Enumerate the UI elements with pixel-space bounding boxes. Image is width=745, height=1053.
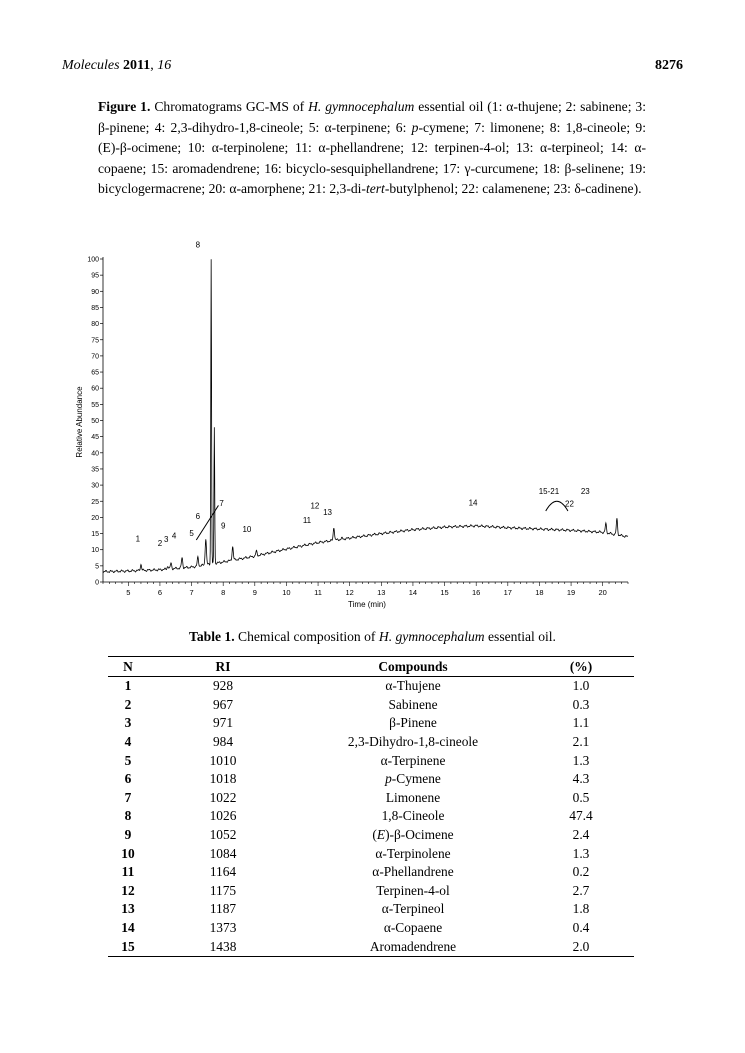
table-row (108, 937, 634, 956)
peak-label: 9 (220, 521, 226, 531)
compound-text: Limonene (385, 789, 441, 805)
column-header-compounds: Compounds (298, 657, 528, 677)
compound-italic-part: p (385, 771, 392, 787)
retention-index: 1026 (209, 808, 237, 824)
compound-text: β-Pinene (389, 715, 437, 731)
x-tick-label: 8 (221, 588, 226, 597)
retention-index: 971 (212, 715, 234, 731)
compound-name (298, 826, 528, 845)
y-tick-label: 15 (91, 531, 99, 539)
row-number: 15 (108, 937, 148, 956)
table-header-row (108, 657, 634, 677)
x-tick-label: 18 (535, 588, 544, 597)
retention-index: 1187 (209, 901, 237, 917)
x-tick-label: 19 (566, 588, 576, 597)
table-label: Table 1. (189, 629, 235, 644)
percentage: 0.2 (572, 864, 590, 880)
row-number: 3 (124, 715, 132, 731)
table-title-species: H. gymnocephalum (378, 629, 485, 644)
y-tick-label: 85 (91, 304, 99, 312)
retention-index: 1164 (209, 864, 237, 880)
compound-text: α-Terpinene (380, 752, 446, 768)
retention-index: 1022 (209, 789, 237, 805)
table-row (108, 677, 634, 696)
row-number: 12 (121, 882, 135, 898)
peak-label: 6 (195, 512, 201, 522)
peak-label: 3 (164, 534, 169, 544)
peak-label: 2 (157, 538, 163, 548)
retention-index: 1438 (148, 937, 298, 956)
compound-prefix: ( (372, 827, 377, 843)
row-number: 14 (121, 920, 135, 936)
y-tick-label: 40 (91, 450, 99, 458)
retention-index: 967 (212, 696, 234, 712)
table-row (108, 714, 634, 733)
retention-index: 1084 (209, 845, 237, 861)
percentage: 1.0 (572, 678, 590, 694)
x-tick-label: 5 (126, 588, 131, 597)
percentage: 2.4 (572, 827, 590, 843)
y-tick-label: 45 (91, 434, 99, 442)
y-tick-label: 60 (91, 385, 99, 393)
peak-label: 8 (195, 240, 201, 250)
percentage: 1.1 (572, 715, 590, 731)
percentage: 47.4 (569, 808, 593, 824)
percentage: 0.5 (572, 789, 590, 805)
column-header-n: N (108, 657, 148, 677)
figure-label: Figure 1. (98, 99, 151, 114)
table-row (108, 863, 634, 882)
x-tick-label: 20 (598, 588, 607, 597)
y-tick-label: 20 (91, 514, 99, 522)
table-row (108, 919, 634, 938)
compound-name (298, 900, 528, 919)
caption-species: H. gymnocephalum (308, 99, 415, 114)
compound-name (298, 770, 528, 789)
y-tick-label: 25 (91, 498, 99, 506)
x-tick-label: 12 (345, 588, 354, 597)
percentage: 1.3 (572, 752, 590, 768)
page-number: 8276 (655, 58, 683, 73)
peak-label: 1 (135, 534, 141, 544)
retention-index: 984 (212, 734, 234, 750)
compound-text: Terpinen-4-ol (376, 882, 450, 898)
x-tick-label: 13 (377, 588, 386, 597)
table-row (108, 844, 634, 863)
compound-name (298, 733, 528, 752)
y-tick-label: 5 (95, 563, 99, 571)
compound-name (298, 919, 528, 938)
chromatogram-chart (0, 240, 745, 615)
row-number: 11 (121, 864, 135, 880)
compound-name (298, 937, 528, 956)
table-row (108, 751, 634, 770)
y-tick-label: 50 (91, 418, 99, 425)
compound-name (298, 751, 528, 770)
compound-text: α-Thujene (385, 678, 441, 694)
percentage: 2.0 (528, 937, 634, 956)
row-number: 9 (124, 827, 132, 843)
chromatogram-trace (103, 259, 628, 573)
y-tick-label: 0 (95, 579, 99, 587)
peak-label: 4 (171, 531, 177, 541)
compound-text: Aromadendrene (369, 938, 457, 954)
y-tick-label: 90 (91, 288, 99, 296)
retention-index: 1018 (209, 771, 237, 787)
x-tick-label: 11 (314, 588, 322, 597)
y-tick-label: 10 (91, 547, 99, 555)
compound-text: Sabinene (388, 696, 438, 712)
row-number: 5 (124, 752, 132, 768)
x-tick-label: 16 (472, 588, 481, 597)
table-row (108, 733, 634, 752)
row-number: 10 (121, 845, 135, 861)
y-axis-label: Relative Abundance (75, 386, 84, 458)
peak-label: 13 (323, 507, 333, 517)
peak-label: 14 (468, 498, 478, 508)
compound-text: α-Terpinolene (375, 845, 451, 861)
peak-label: 5 (189, 529, 194, 539)
compound-name (298, 677, 528, 696)
y-tick-label: 80 (91, 321, 99, 329)
table-row (108, 696, 634, 715)
row-number: 8 (124, 808, 132, 824)
compound-name (298, 807, 528, 826)
y-tick-label: 65 (91, 369, 99, 377)
caption-text-2: essential oil (1: α-thujene; 2: sabinene; 3: β-pinene; 4: 2,3-dihydro-1,8-cineole; 5: α-terpinene; 6: (98, 99, 646, 135)
composition-table (108, 656, 634, 957)
table-row (108, 882, 634, 901)
running-header-citation: Molecules 2011, 16 (62, 58, 172, 73)
retention-index: 1373 (209, 920, 237, 936)
y-tick-label: 75 (91, 337, 99, 345)
percentage: 0.3 (572, 696, 590, 712)
compound-text: -Cymene (391, 771, 441, 787)
table-title-text-1: Chemical composition of (238, 629, 376, 644)
compound-text: 2,3-Dihydro-1,8-cineole (347, 734, 479, 750)
peak-label: 23 (580, 487, 590, 497)
retention-index: 1175 (209, 882, 237, 898)
column-header-ri: RI (148, 657, 298, 677)
y-tick-label: 30 (91, 482, 99, 490)
table-title (0, 629, 745, 645)
caption-italic-tert: tert (365, 181, 385, 196)
peak-label: 10 (242, 524, 252, 534)
compound-name (298, 844, 528, 863)
column-header-percent: (%) (528, 657, 634, 677)
row-number: 2 (124, 696, 132, 712)
peak-label: 12 (310, 501, 320, 511)
journal-name: Molecules (62, 58, 120, 73)
compound-text: α-Terpineol (381, 901, 445, 917)
row-number: 4 (124, 734, 132, 750)
x-tick-label: 6 (157, 588, 163, 597)
compound-name (298, 789, 528, 808)
compound-name (298, 863, 528, 882)
compound-name (298, 696, 528, 715)
x-tick-label: 9 (252, 588, 257, 597)
journal-volume: 16 (157, 58, 172, 73)
percentage: 1.8 (572, 901, 590, 917)
compound-text: α-Copaene (383, 920, 443, 936)
caption-text-3: -cymene; 7: limonene; 8: 1,8-cineole; 9: (E)-β-ocimene; 10: α-terpinolene; 11: α-phellandrene; 12: terpinen-4-ol; 13: α-terpineol; 14: α-copaene; 15: aromadendrene; 16: bicyclo-sesquiphellandrene; 17: γ-curcumene; 18: β-selinene; 19: bicyclogermacrene; 20: α-amorphene; 21: 2,3-di- (98, 119, 646, 196)
row-number: 13 (121, 901, 135, 917)
row-number: 7 (124, 789, 132, 805)
percentage: 2.1 (572, 734, 590, 750)
table-row (108, 826, 634, 845)
table-row (108, 900, 634, 919)
peak-label: 15-21 (538, 487, 560, 497)
percentage: 2.7 (572, 882, 590, 898)
x-tick-label: 14 (408, 588, 418, 597)
y-tick-label: 35 (91, 466, 99, 474)
retention-index: 1010 (209, 752, 237, 768)
y-tick-label: 95 (91, 272, 99, 280)
caption-text-1: Chromatograms GC-MS of (154, 99, 305, 114)
retention-index: 1052 (209, 827, 237, 843)
row-number: 6 (124, 771, 132, 787)
compound-text: )-β-Ocimene (385, 827, 454, 843)
table-row (108, 789, 634, 808)
retention-index: 928 (212, 678, 234, 694)
y-tick-label: 70 (91, 353, 99, 361)
peak-label: 11 (302, 516, 312, 526)
x-tick-label: 15 (440, 588, 449, 597)
x-axis-label: Time (min) (348, 600, 386, 609)
table-row (108, 807, 634, 826)
y-tick-label: 100 (87, 256, 99, 264)
journal-year: 2011 (123, 58, 151, 73)
figure-caption (98, 97, 646, 200)
percentage: 4.3 (572, 771, 590, 787)
compound-text: 1,8-Cineole (381, 808, 445, 824)
compound-name (298, 714, 528, 733)
row-number: 1 (124, 678, 132, 694)
caption-text-4: -butylphenol; 22: calamenene; 23: δ-cadinene). (384, 181, 642, 196)
caption-italic-p: p (411, 119, 419, 135)
percentage: 1.3 (572, 845, 590, 861)
table-row (108, 770, 634, 789)
x-tick-label: 10 (282, 588, 291, 597)
x-tick-label: 7 (189, 588, 194, 597)
peak-label: 22 (565, 499, 574, 509)
y-tick-label: 55 (91, 401, 99, 409)
peak-label: 7 (219, 499, 224, 509)
table-title-text-2: essential oil. (488, 629, 556, 644)
percentage: 0.4 (572, 920, 590, 936)
compound-name (298, 882, 528, 901)
compound-italic-part: E (376, 827, 386, 843)
x-tick-label: 17 (503, 588, 512, 597)
compound-text: α-Phellandrene (372, 864, 454, 880)
